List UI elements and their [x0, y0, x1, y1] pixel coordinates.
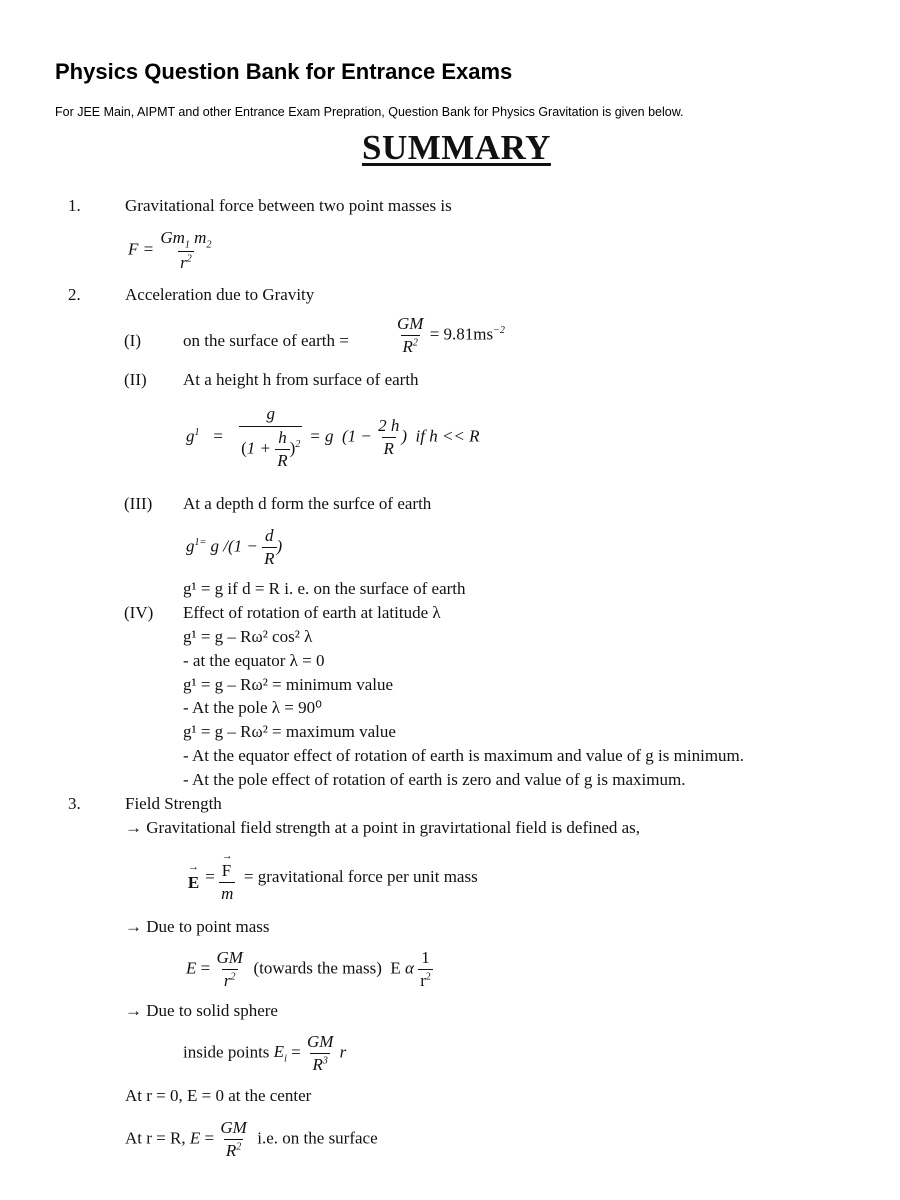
item-iii-label: (III)	[124, 494, 153, 513]
rotation-line: - At the equator effect of rotation of earth is maximum and value of g is minimum.	[183, 746, 745, 765]
height-condition: if h << R	[415, 426, 480, 446]
item-iii-text: At a depth d form the surfce of earth	[183, 494, 432, 513]
section-2-number: 2.	[68, 285, 81, 304]
summary-heading: SUMMARY	[362, 128, 551, 167]
section-3-number: 3.	[68, 794, 81, 813]
section-2-title: Acceleration due to Gravity	[125, 285, 315, 304]
solid-sphere-heading: → Due to solid sphere	[125, 1001, 278, 1020]
inside-points-formula: inside points $E_i$ = $\frac{GM}{R^3}$ r	[183, 1032, 347, 1074]
surface-gravity-value: = 9.81ms	[429, 324, 494, 344]
depth-note: g¹ = g if d = R i. e. on the surface of earth	[183, 579, 466, 598]
rotation-line: - At the pole λ = 90⁰	[183, 698, 322, 717]
surface-field-formula: At r = R, E = $\frac{GM}{R^2}$ i.e. on the surface	[125, 1118, 378, 1160]
depth-gravity-formula: $g^{1=}$ g /(1 − $\frac{d}{R}$ )	[186, 526, 283, 568]
page-subtitle: For JEE Main, AIPMT and other Entrance Exam Prepration, Question Bank for Physics Gravitation is given below.	[55, 105, 684, 119]
item-iv-label: (IV)	[124, 603, 154, 622]
field-strength-definition: → Gravitational field strength at a point in gravirtational field is defined as,	[125, 818, 641, 837]
field-strength-formula: → E = → F m = gravitational force per unit mass	[187, 850, 478, 903]
item-i-label: (I)	[124, 331, 141, 350]
inside-points-label: inside points	[183, 1042, 270, 1062]
rotation-line: - At the pole effect of rotation of earth is zero and value of g is maximum.	[183, 770, 686, 789]
section-3-title: Field Strength	[125, 794, 222, 813]
rotation-line: g¹ = g – Rω² = maximum value	[183, 722, 396, 741]
rotation-line: - at the equator λ = 0	[183, 651, 325, 670]
surface-field-text: i.e. on the surface	[257, 1128, 378, 1148]
item-iv-text: Effect of rotation of earth at latitude λ	[183, 603, 441, 622]
item-ii-text: At a height h from surface of earth	[183, 370, 419, 389]
page-title: Physics Question Bank for Entrance Exams	[55, 59, 513, 84]
point-mass-heading: → Due to point mass	[125, 917, 270, 936]
rotation-line: g¹ = g – Rω² cos² λ	[183, 627, 313, 646]
height-gravity-formula: $g^1$ = g (1 + $\frac{h}{R}$ )$^2$ = g (1 − $\frac{2 h}{R}$ ) if h << R	[186, 404, 480, 470]
rotation-line: g¹ = g – Rω² = minimum value	[183, 675, 394, 694]
item-ii-label: (II)	[124, 370, 147, 389]
section-1-number: 1.	[68, 196, 81, 215]
center-field-note: At r = 0, E = 0 at the center	[125, 1086, 312, 1105]
surface-gravity-formula: $\frac{GM}{R^2}$ = $9.81ms^{-2}$	[397, 314, 505, 356]
item-i-text: on the surface of earth =	[183, 331, 349, 350]
point-mass-formula: E = $\frac{GM}{r^2}$ (towards the mass) E α $\frac{1}{r^2}$	[186, 948, 431, 990]
surface-field-label: At r = R,	[125, 1128, 186, 1148]
section-1-title: Gravitational force between two point masses is	[125, 196, 452, 215]
gravitational-force-formula: F = $\frac{Gm_1 m_2}{r^2}$	[128, 228, 212, 273]
point-mass-direction: (towards the mass)	[253, 958, 382, 978]
field-strength-meaning: = gravitational force per unit mass	[243, 866, 478, 886]
